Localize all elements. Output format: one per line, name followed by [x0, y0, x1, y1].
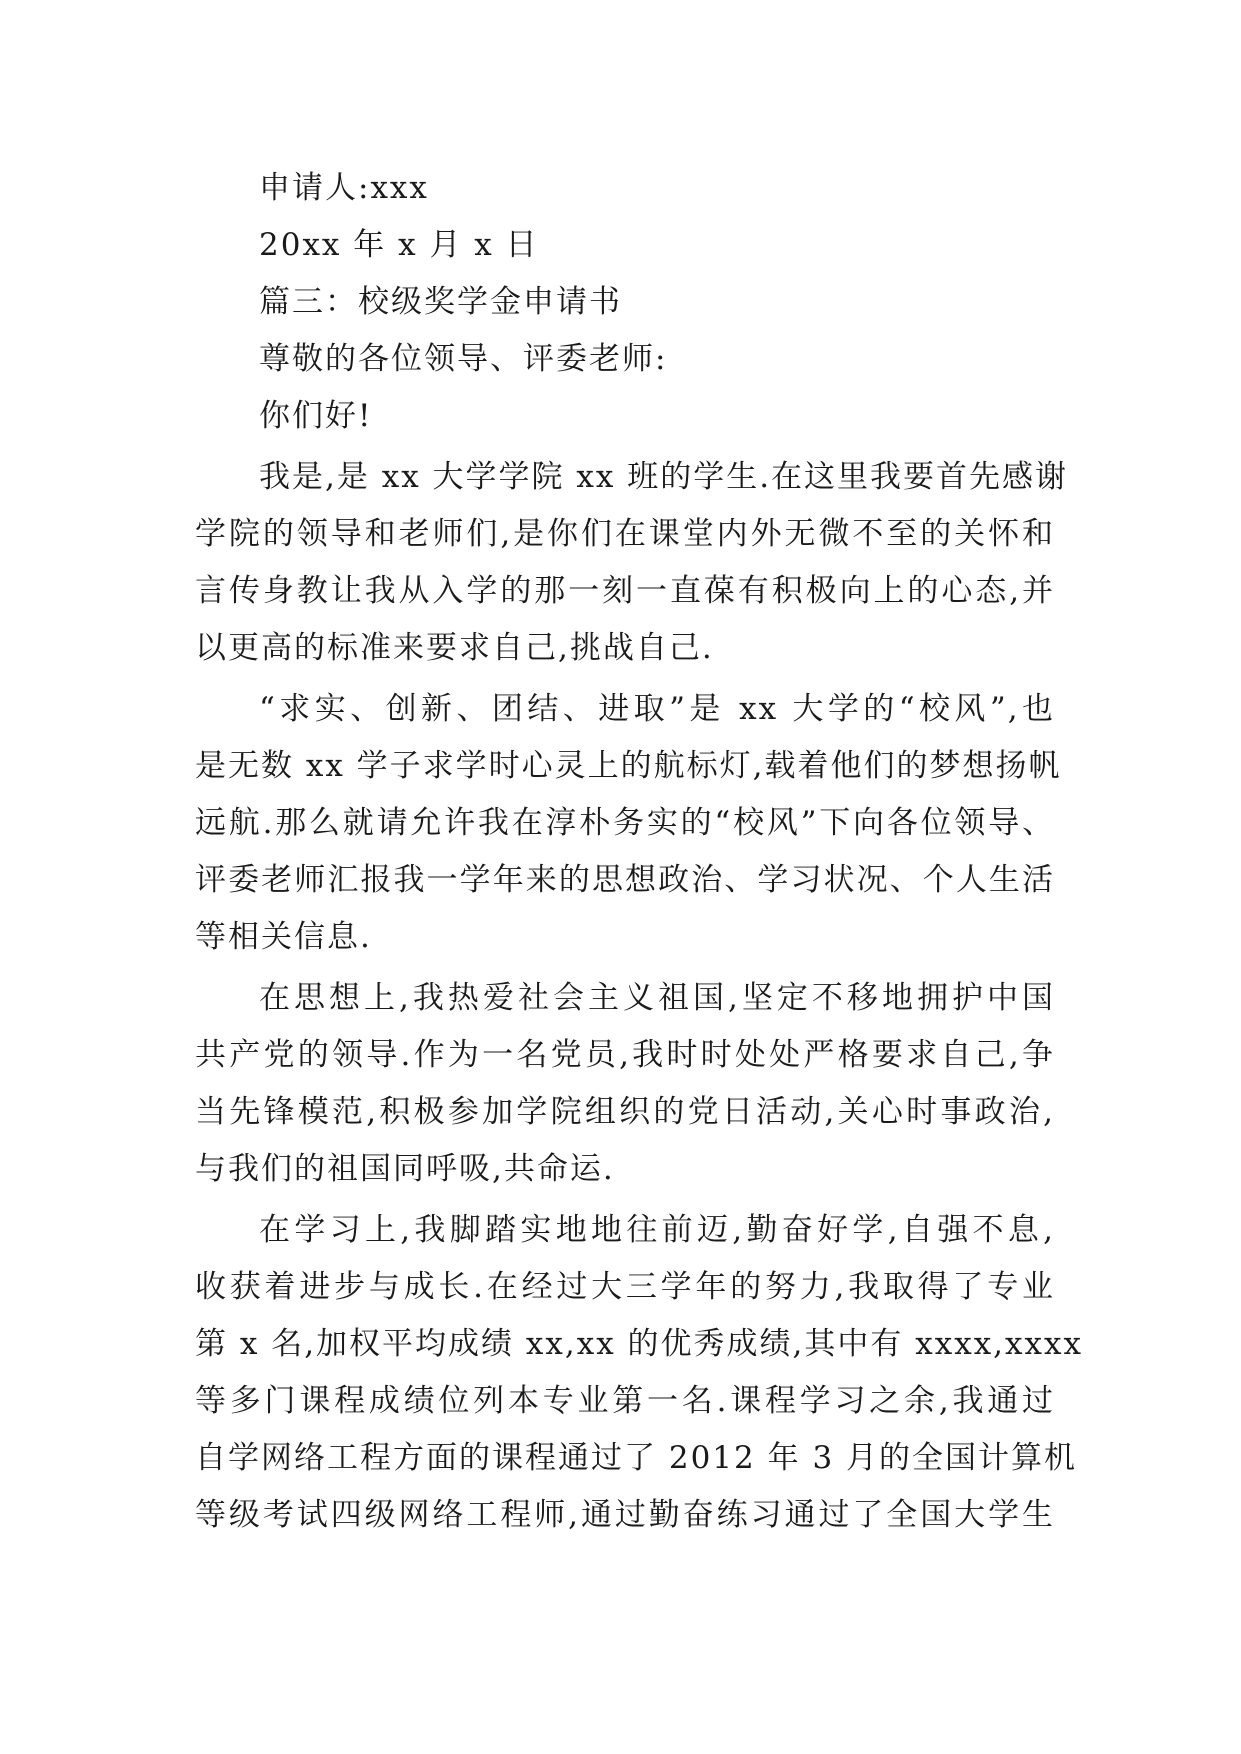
paragraph-line: 当先锋模范,积极参加学院组织的党日活动,关心时事政治, — [195, 1094, 1055, 1130]
paragraph-school-motto — [195, 681, 1062, 966]
paragraph-line: 等多门课程成绩位列本专业第一名.课程学习之余,我通过 — [195, 1383, 1055, 1419]
paragraph-ideology — [195, 970, 1055, 1198]
paragraph-line: 第 x 名,加权平均成绩 xx,xx 的优秀成绩,其中有 xxxx,xxxx — [195, 1326, 1083, 1362]
paragraph-line: 自学网络工程方面的课程通过了 2012 年 3 月的全国计算机 — [195, 1440, 1078, 1476]
paragraph-line: 收获着进步与成长.在经过大三学年的努力,我取得了专业 — [195, 1269, 1055, 1305]
salutation: 尊敬的各位领导、评委老师: — [259, 341, 668, 377]
paragraph-line: “求实、创新、团结、进取”是 xx 大学的“校风”,也 — [259, 691, 1055, 727]
paragraph-line: 学院的领导和老师们,是你们在课堂内外无微不至的关怀和 — [195, 516, 1055, 552]
paragraph-line: 以更高的标准来要求自己,挑战自己. — [195, 630, 714, 666]
paragraph-study — [195, 1202, 1083, 1544]
date-line: 20xx 年 x 月 x 日 — [259, 227, 539, 263]
paragraph-line: 我是,是 xx 大学学院 xx 班的学生.在这里我要首先感谢 — [259, 459, 1069, 495]
paragraph-line: 是无数 xx 学子求学时心灵上的航标灯,载着他们的梦想扬帆 — [195, 748, 1062, 784]
paragraph-line: 言传身教让我从入学的那一刻一直葆有积极向上的心态,并 — [195, 573, 1055, 609]
document-body — [195, 160, 1083, 1544]
section-title: 篇三：校级奖学金申请书 — [259, 284, 622, 320]
paragraph-introduction — [195, 449, 1069, 677]
paragraph-line: 在学习上,我脚踏实地地往前迈,勤奋好学,自强不息, — [259, 1212, 1055, 1248]
paragraph-line: 评委老师汇报我一学年来的思想政治、学习状况、个人生活 — [195, 862, 1055, 898]
greeting: 你们好! — [259, 398, 373, 434]
applicant-line: 申请人:xxx — [259, 170, 429, 206]
paragraph-line: 共产党的领导.作为一名党员,我时时处处严格要求自己,争 — [195, 1037, 1055, 1073]
paragraph-line: 在思想上,我热爱社会主义祖国,坚定不移地拥护中国 — [259, 980, 1055, 1016]
paragraph-line: 等级考试四级网络工程师,通过勤奋练习通过了全国大学生 — [195, 1497, 1055, 1533]
paragraph-line: 与我们的祖国同呼吸,共命运. — [195, 1151, 615, 1187]
paragraph-line: 远航.那么就请允许我在淳朴务实的“校风”下向各位领导、 — [195, 805, 1055, 841]
paragraph-line: 等相关信息. — [195, 919, 372, 955]
